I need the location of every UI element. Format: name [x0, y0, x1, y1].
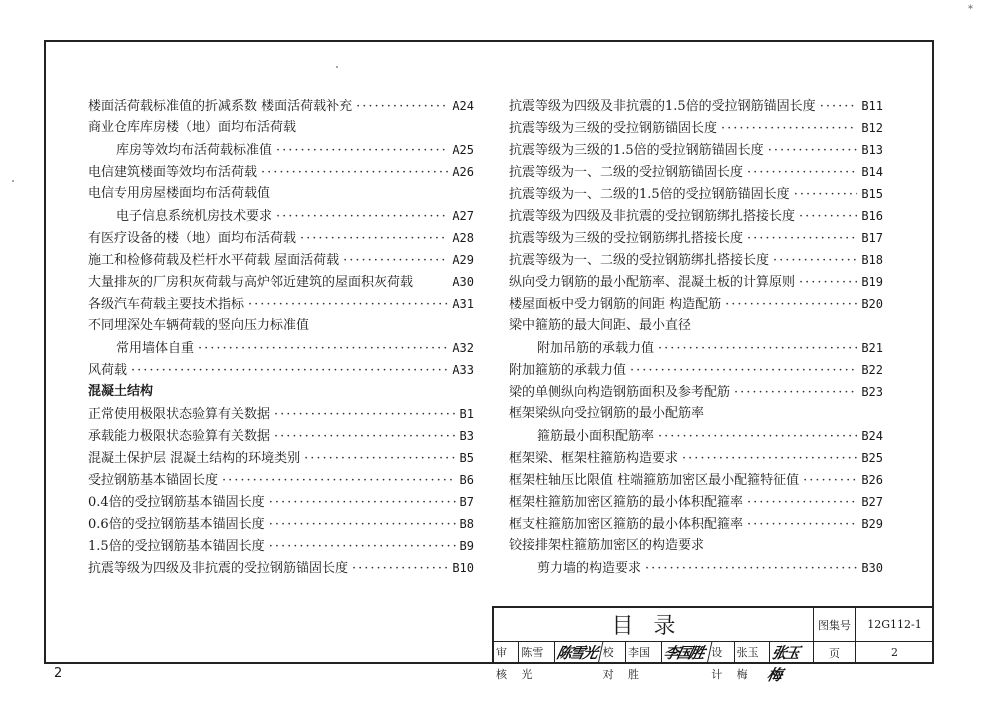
- toc-page-ref: B8: [459, 517, 474, 531]
- toc-entry-title: 商业仓库库房楼（地）面均布活荷载: [88, 120, 297, 135]
- toc-entry-title: 施工和检修荷载及栏杆水平荷载 屋面活荷载: [88, 253, 340, 268]
- toc-page-ref: A33: [452, 363, 474, 377]
- toc-entry: [88, 425, 474, 447]
- toc-page-ref: A25: [452, 143, 474, 157]
- toc-page-ref: B17: [861, 231, 883, 245]
- toc-page-ref: B11: [861, 99, 883, 113]
- proof-label: 校对: [601, 642, 626, 664]
- toc-leader-dots: [658, 426, 857, 448]
- toc-page-ref: B23: [861, 385, 883, 399]
- toc-entry-title: 抗震等级为三级的1.5倍的受拉钢筋锚固长度: [509, 143, 764, 158]
- toc-page-ref: B13: [861, 143, 883, 157]
- toc-leader-dots: [747, 162, 857, 184]
- toc-entry: [509, 403, 883, 425]
- toc-page-ref: B10: [452, 561, 474, 575]
- toc-entry-title: 常用墙体自重: [116, 341, 195, 356]
- toc-entry: [509, 139, 883, 161]
- toc-leader-dots: [131, 360, 448, 382]
- toc-leader-dots: [276, 140, 448, 162]
- toc-entry-title: 框架梁纵向受拉钢筋的最小配筋率: [509, 406, 705, 421]
- toc-leader-dots: [630, 360, 857, 382]
- toc-entry: [509, 469, 883, 491]
- toc-entry: [88, 95, 474, 117]
- toc-leader-dots: [682, 448, 857, 470]
- toc-entry: [88, 557, 474, 579]
- toc-entry: [509, 183, 883, 205]
- corner-mark: *: [968, 4, 973, 15]
- toc-entry-title: 电信建筑楼面等效均布活荷载: [88, 165, 258, 180]
- toc-entry-title: 梁的单侧纵向构造钢筋面积及参考配筋: [509, 385, 731, 400]
- toc-page-ref: A29: [452, 253, 474, 267]
- toc-entry: [88, 447, 474, 469]
- toc-leader-dots: [747, 514, 857, 536]
- toc-leader-dots: [248, 294, 448, 316]
- toc-entry-title: 铰接排架柱箍筋加密区的构造要求: [509, 538, 705, 553]
- toc-entry: [509, 359, 883, 381]
- toc-entry-title: 框架柱箍筋加密区箍筋的最小体积配箍率: [509, 495, 744, 510]
- toc-leader-dots: [734, 382, 857, 404]
- toc-entry: [88, 205, 474, 227]
- toc-page-ref: A30: [452, 275, 474, 289]
- toc-page-ref: B25: [861, 451, 883, 465]
- toc-entry: [88, 249, 474, 271]
- toc-entry-title: 混凝土保护层 混凝土结构的环境类别: [88, 451, 301, 466]
- toc-entry-title: 抗震等级为一、二级的1.5倍的受拉钢筋锚固长度: [509, 187, 790, 202]
- toc-page-ref: A31: [452, 297, 474, 311]
- review-label: 审核: [494, 642, 519, 664]
- proofreader-signature: 李国胜: [659, 642, 711, 664]
- toc-leader-dots: [352, 558, 448, 580]
- toc-entry: [88, 271, 474, 293]
- toc-leader-dots: [269, 492, 456, 514]
- toc-entry-title: 框支柱箍筋加密区箍筋的最小体积配箍率: [509, 517, 744, 532]
- toc-entry: [509, 271, 883, 293]
- toc-leader-dots: [747, 228, 857, 250]
- toc-entry-title: 正常使用极限状态验算有关数据: [88, 407, 271, 422]
- toc-page-ref: B29: [861, 517, 883, 531]
- toc-entry-title: 抗震等级为四级及非抗震的受拉钢筋绑扎搭接长度: [509, 209, 796, 224]
- toc-entry: [88, 183, 474, 205]
- page-label: 页: [814, 642, 856, 664]
- toc-entry-title: 剪力墙的构造要求: [537, 561, 642, 576]
- toc-leader-dots: [269, 536, 456, 558]
- toc-page-ref: A32: [452, 341, 474, 355]
- toc-entry: [509, 249, 883, 271]
- toc-leader-dots: [304, 448, 455, 470]
- toc-entry: [509, 513, 883, 535]
- toc-entry: [509, 491, 883, 513]
- toc-entry-title: 不同埋深处车辆荷载的竖向压力标准值: [88, 318, 310, 333]
- toc-entry-title: 纵向受力钢筋的最小配筋率、混凝土板的计算原则: [509, 275, 796, 290]
- proofreader-name: 李国胜: [626, 642, 662, 664]
- toc-entry-title: 框架柱轴压比限值 柱端箍筋加密区最小配箍特征值: [509, 473, 800, 488]
- toc-entry-title: 受拉钢筋基本锚固长度: [88, 473, 219, 488]
- toc-page-ref: B18: [861, 253, 883, 267]
- toc-entry-title: 承载能力极限状态验算有关数据: [88, 429, 271, 444]
- toc-entry: [509, 117, 883, 139]
- page-number: 2: [54, 666, 63, 681]
- toc-entry-title: 0.6倍的受拉钢筋基本锚固长度: [88, 517, 265, 532]
- toc-entry-title: 0.4倍的受拉钢筋基本锚固长度: [88, 495, 265, 510]
- toc-leader-dots: [274, 404, 456, 426]
- toc-page-ref: A26: [452, 165, 474, 179]
- toc-page-ref: B27: [861, 495, 883, 509]
- toc-page-ref: B14: [861, 165, 883, 179]
- toc-page-ref: B6: [459, 473, 474, 487]
- toc-entry-title: 抗震等级为一、二级的受拉钢筋绑扎搭接长度: [509, 253, 770, 268]
- toc-left-column: [88, 95, 474, 579]
- toc-entry-title: 有医疗设备的楼（地）面均布活荷载: [88, 231, 297, 246]
- toc-leader-dots: [343, 250, 448, 272]
- toc-entry: [509, 205, 883, 227]
- toc-page-ref: B21: [861, 341, 883, 355]
- toc-entry-title: 附加吊筋的承载力值: [537, 341, 655, 356]
- toc-entry-title: 库房等效均布活荷载标准值: [116, 143, 273, 158]
- toc-page-ref: B15: [861, 187, 883, 201]
- toc-leader-dots: [803, 470, 857, 492]
- toc-page-ref: B22: [861, 363, 883, 377]
- design-label: 设计: [709, 642, 734, 664]
- designer-signature: 张玉梅: [765, 644, 801, 684]
- toc-page-ref: B9: [459, 539, 474, 553]
- toc-entry: [509, 447, 883, 469]
- toc-page-ref: B12: [861, 121, 883, 135]
- reviewer-name: 陈雪光: [519, 642, 555, 664]
- toc-entry-title: 抗震等级为三级的受拉钢筋锚固长度: [509, 121, 718, 136]
- toc-leader-dots: [721, 118, 857, 140]
- toc-entry: [88, 139, 474, 161]
- toc-entry: [509, 161, 883, 183]
- scan-speck: [336, 66, 338, 68]
- toc-entry: [509, 293, 883, 315]
- reviewer-signature: 陈雪光: [553, 642, 603, 664]
- toc-leader-dots: [773, 250, 857, 272]
- toc-entry-title: 楼面活荷载标准值的折减系数 楼面活荷载补充: [88, 99, 353, 114]
- toc-entry-title: 楼屋面板中受力钢筋的间距 构造配筋: [509, 297, 722, 312]
- atlas-number-label: 图集号: [814, 608, 856, 642]
- toc-page-ref: B1: [459, 407, 474, 421]
- toc-entry-title: 风荷载: [88, 363, 128, 378]
- page-value: 2: [856, 642, 934, 664]
- toc-leader-dots: [261, 162, 448, 184]
- toc-section-heading: [88, 381, 474, 403]
- toc-entry: [509, 337, 883, 359]
- toc-leader-dots: [269, 514, 456, 536]
- toc-page-ref: A24: [452, 99, 474, 113]
- toc-leader-dots: [799, 272, 857, 294]
- toc-entry: [88, 117, 474, 139]
- toc-entry-title: 附加箍筋的承载力值: [509, 363, 627, 378]
- toc-entry-title: 1.5倍的受拉钢筋基本锚固长度: [88, 539, 265, 554]
- toc-entry-title: 电信专用房屋楼面均布活荷载值: [88, 186, 271, 201]
- toc-page-ref: B16: [861, 209, 883, 223]
- toc-page-ref: A28: [452, 231, 474, 245]
- toc-entry: [88, 315, 474, 337]
- toc-leader-dots: [658, 338, 857, 360]
- scan-speck: [12, 180, 14, 182]
- toc-entry: [88, 359, 474, 381]
- toc-page-ref: A27: [452, 209, 474, 223]
- toc-leader-dots: [794, 184, 858, 206]
- toc-entry-title: 电子信息系统机房技术要求: [116, 209, 273, 224]
- title-block: [492, 606, 934, 684]
- toc-entry: [88, 161, 474, 183]
- toc-entry: [88, 469, 474, 491]
- toc-entry-title: 抗震等级为一、二级的受拉钢筋锚固长度: [509, 165, 744, 180]
- atlas-number: 12G112-1: [856, 608, 934, 642]
- toc-entry: [509, 227, 883, 249]
- designer-name: 张玉梅: [735, 642, 771, 664]
- toc-entry-title: 抗震等级为四级及非抗震的受拉钢筋锚固长度: [88, 561, 349, 576]
- toc-right-column: [509, 95, 883, 579]
- toc-entry-title: 梁中箍筋的最大间距、最小直径: [509, 318, 692, 333]
- toc-entry-title: 各级汽车荷载主要技术指标: [88, 297, 245, 312]
- toc-entry-title: 抗震等级为四级及非抗震的1.5倍的受拉钢筋锚固长度: [509, 99, 816, 114]
- toc-entry: [509, 315, 883, 337]
- toc-entry: [509, 425, 883, 447]
- toc-page-ref: B3: [459, 429, 474, 443]
- toc-leader-dots: [356, 96, 448, 118]
- toc-leader-dots: [747, 492, 857, 514]
- toc-leader-dots: [799, 206, 857, 228]
- toc-page-ref: B19: [861, 275, 883, 289]
- toc-entry: [88, 403, 474, 425]
- toc-entry: [88, 337, 474, 359]
- toc-leader-dots: [645, 558, 857, 580]
- toc-entry: [88, 293, 474, 315]
- signature-row: [494, 642, 814, 684]
- toc-leader-dots: [198, 338, 448, 360]
- toc-entry-title: 箍筋最小面积配筋率: [537, 429, 655, 444]
- toc-leader-dots: [300, 228, 448, 250]
- toc-leader-dots: [274, 426, 456, 448]
- toc-entry: [509, 381, 883, 403]
- toc-entry: [88, 227, 474, 249]
- toc-entry: [88, 513, 474, 535]
- toc-page-ref: B26: [861, 473, 883, 487]
- toc-leader-dots: [820, 96, 858, 118]
- toc-leader-dots: [725, 294, 857, 316]
- toc-page-ref: B24: [861, 429, 883, 443]
- toc-page-ref: B30: [861, 561, 883, 575]
- toc-entry: [509, 95, 883, 117]
- toc-entry: [509, 557, 883, 579]
- toc-entry-title: 框架梁、框架柱箍筋构造要求: [509, 451, 679, 466]
- toc-page-ref: B7: [459, 495, 474, 509]
- toc-page-ref: B5: [459, 451, 474, 465]
- toc-entry-title: 混凝土结构: [88, 384, 154, 399]
- toc-entry-title: 大量排灰的厂房积灰荷载与高炉邻近建筑的屋面积灰荷载: [88, 275, 414, 290]
- toc-leader-dots: [222, 470, 456, 492]
- toc-entry: [509, 535, 883, 557]
- toc-entry: [88, 535, 474, 557]
- toc-entry-title: 抗震等级为三级的受拉钢筋绑扎搭接长度: [509, 231, 744, 246]
- toc-entry: [88, 491, 474, 513]
- toc-leader-dots: [768, 140, 858, 162]
- toc-page-ref: B20: [861, 297, 883, 311]
- document-title: 目录: [494, 608, 814, 642]
- toc-leader-dots: [276, 206, 448, 228]
